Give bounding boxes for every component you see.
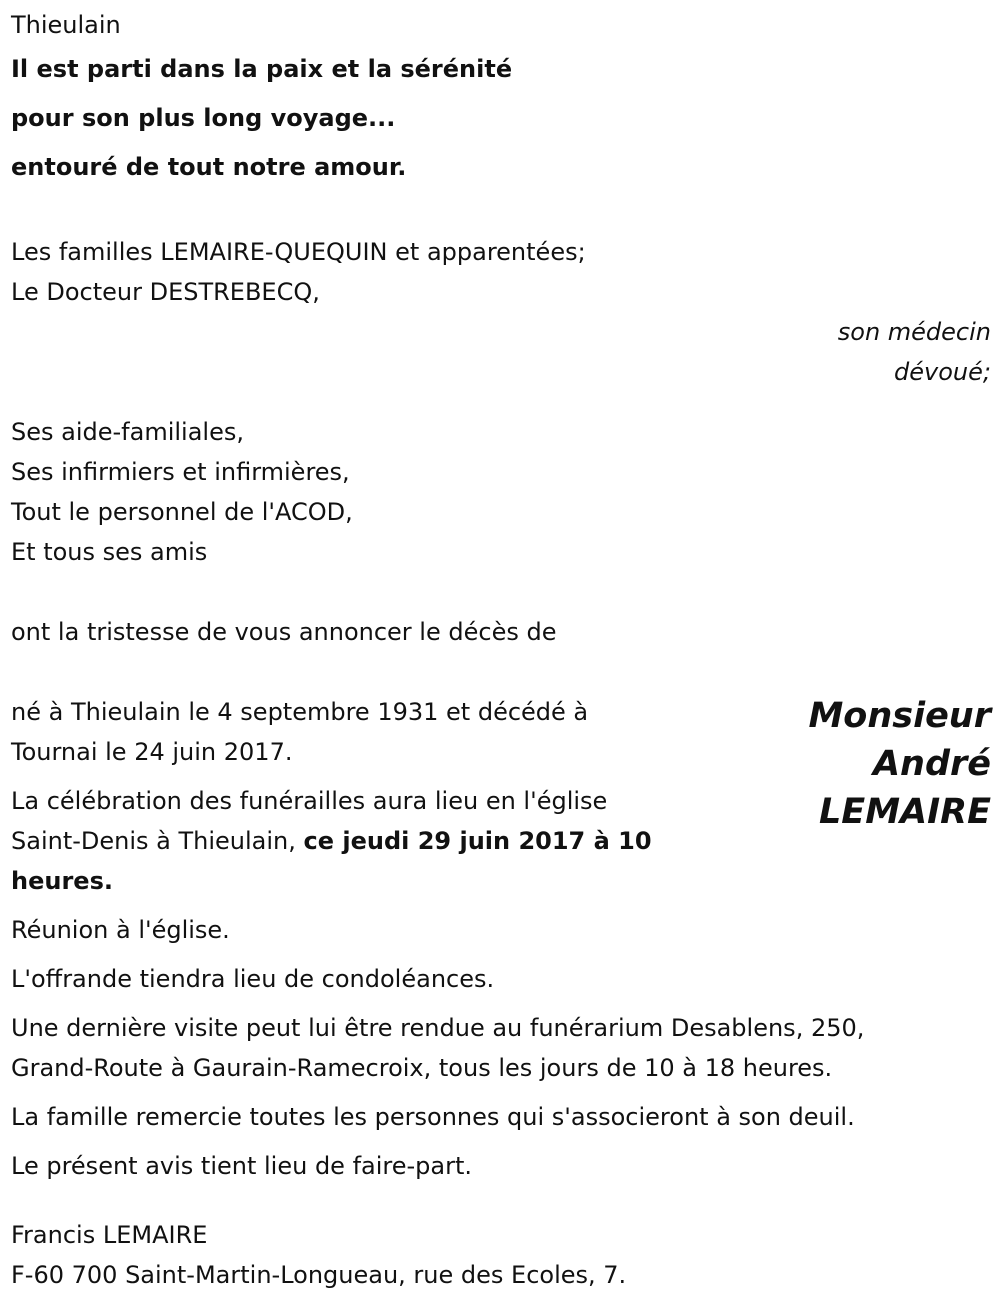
funeral-date: ce jeudi 29 juin 2017 à 10 xyxy=(303,827,652,855)
funeral-hour: heures. xyxy=(11,867,113,895)
visit-line-1: Une dernière visite peut lui être rendue au funérarium Desablens, 250, xyxy=(11,1014,865,1042)
birth-line-1: né à Thieulain le 4 septembre 1931 et décédé à xyxy=(11,698,589,726)
spacer xyxy=(11,652,991,692)
poem-block xyxy=(11,45,991,192)
visit-line-2: Grand-Route à Gaurain-Ramecroix, tous les jours de 10 à 18 heures. xyxy=(11,1054,833,1082)
funeral-line-2 xyxy=(11,821,691,861)
birth-death-paragraph xyxy=(11,692,691,772)
offering-paragraph xyxy=(11,959,991,999)
spacer xyxy=(11,572,991,612)
details-left-column xyxy=(11,692,691,901)
contact-block xyxy=(11,1215,991,1295)
funeral-line-1: La célébration des funérailles aura lieu en l'église xyxy=(11,787,608,815)
deceased-last-name: LEMAIRE xyxy=(818,792,991,832)
doctor-note-line-2: dévoué; xyxy=(894,358,991,386)
meeting-paragraph xyxy=(11,910,991,950)
details-block xyxy=(11,692,991,1186)
spacer xyxy=(11,1195,991,1215)
others-block xyxy=(11,412,991,572)
thanks-text: La famille remercie toutes les personnes qui s'associeront à son deuil. xyxy=(11,1103,855,1131)
doctor-note xyxy=(11,312,991,392)
notice-text: Le présent avis tient lieu de faire-part. xyxy=(11,1152,473,1180)
poem-line-3: entouré de tout notre amour. xyxy=(11,153,407,181)
aides-line: Ses aide-familiales, xyxy=(11,418,244,446)
spacer xyxy=(11,192,991,232)
deceased-name xyxy=(808,692,991,836)
friends-line: Et tous ses amis xyxy=(11,538,208,566)
nurses-line: Ses infirmiers et infirmières, xyxy=(11,458,350,486)
place-heading: Thieulain xyxy=(11,11,121,39)
funeral-place: Saint-Denis à Thieulain, xyxy=(11,827,304,855)
meeting-text: Réunion à l'église. xyxy=(11,916,230,944)
funeral-paragraph xyxy=(11,781,691,901)
offering-text: L'offrande tiendra lieu de condoléances. xyxy=(11,965,495,993)
obituary-notice xyxy=(11,5,991,1295)
families-line: Les familles LEMAIRE-QUEQUIN et apparentées; xyxy=(11,238,586,266)
contact-address: F-60 700 Saint-Martin-Longueau, rue des Ecoles, 7. xyxy=(11,1261,627,1289)
poem-line-2: pour son plus long voyage... xyxy=(11,104,396,132)
thanks-paragraph xyxy=(11,1097,991,1137)
staff-line: Tout le personnel de l'ACOD, xyxy=(11,498,353,526)
notice-paragraph xyxy=(11,1146,991,1186)
families-block xyxy=(11,232,991,312)
birth-line-2: Tournai le 24 juin 2017. xyxy=(11,738,293,766)
poem-line-1: Il est parti dans la paix et la sérénité xyxy=(11,55,513,83)
deceased-title: Monsieur xyxy=(808,696,991,736)
doctor-note-line-1: son médecin xyxy=(837,318,991,346)
visit-paragraph xyxy=(11,1008,991,1088)
contact-name: Francis LEMAIRE xyxy=(11,1221,208,1249)
deceased-first-name: André xyxy=(872,744,991,784)
spacer xyxy=(11,392,991,412)
announcement-text: ont la tristesse de vous annoncer le décès de xyxy=(11,618,557,646)
doctor-line: Le Docteur DESTREBECQ, xyxy=(11,278,320,306)
